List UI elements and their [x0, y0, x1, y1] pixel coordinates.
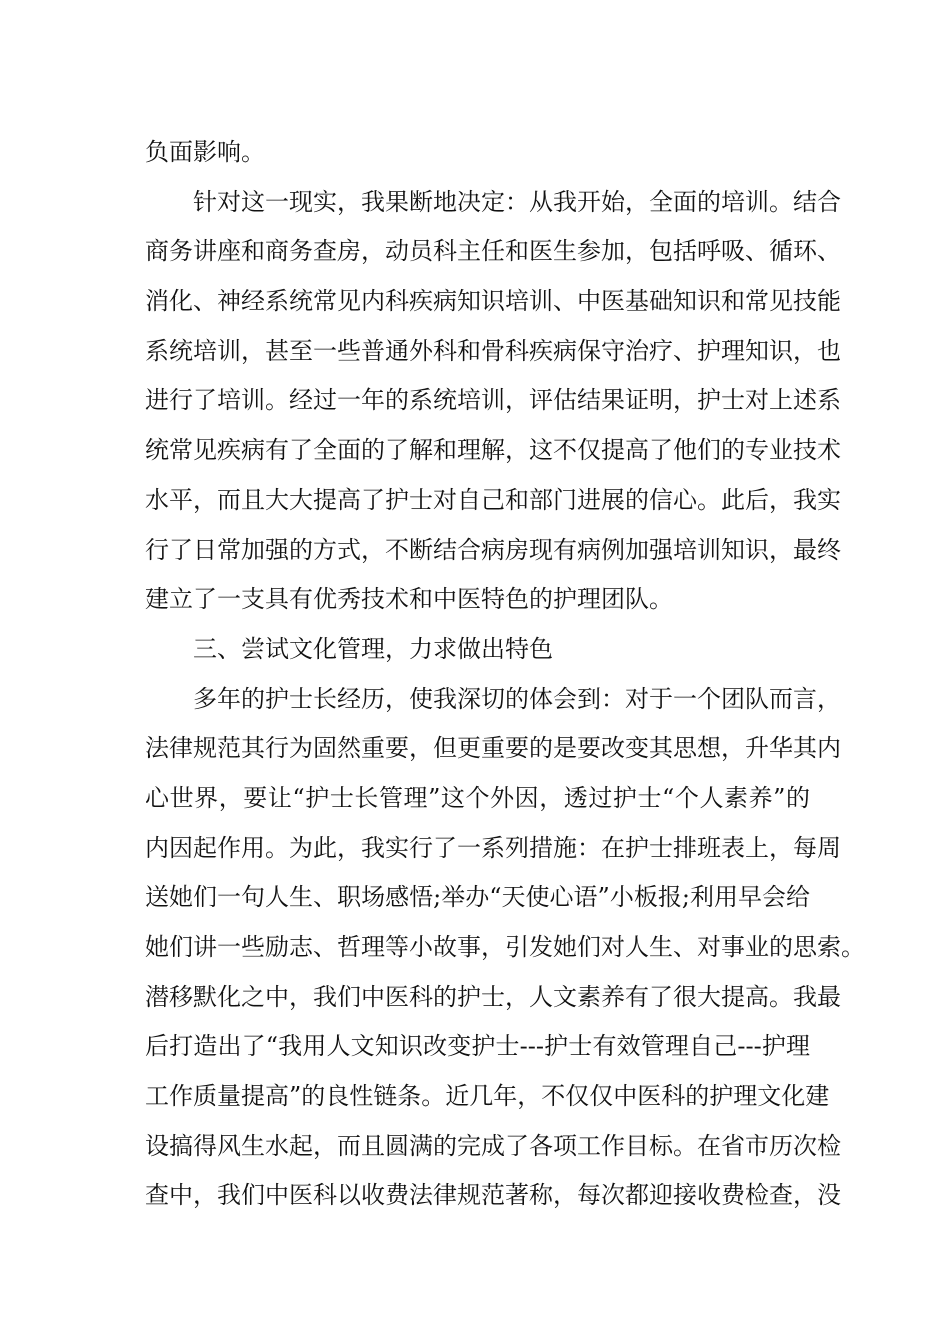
paragraph-line: 行了日常加强的方式，不断结合病房现有病例加强培训知识，最终	[145, 535, 841, 564]
section-heading: 三、尝试文化管理，力求做出特色	[193, 634, 553, 663]
paragraph-line: 商务讲座和商务查房，动员科主任和医生参加，包括呼吸、循环、	[145, 237, 841, 266]
paragraph-line: 心世界，要让“护士长管理”这个外因，透过护士“个人素养”的	[145, 783, 810, 812]
paragraph-line: 负面影响。	[145, 138, 265, 166]
paragraph-line: 建立了一支具有优秀技术和中医特色的护理团队。	[145, 585, 673, 614]
paragraph-line: 针对这一现实，我果断地决定：从我开始，全面的培训。结合	[193, 187, 841, 216]
paragraph-line: 进行了培训。经过一年的系统培训，评估结果证明，护士对上述系	[145, 386, 841, 415]
paragraph-line: 水平，而且大大提高了护士对自己和部门进展的信心。此后，我实	[145, 485, 841, 514]
paragraph-line: 工作质量提高”的良性链条。近几年，不仅仅中医科的护理文化建	[145, 1082, 830, 1111]
paragraph-line: 系统培训，甚至一些普通外科和骨科疾病保守治疗、护理知识，也	[145, 336, 841, 365]
paragraph-line: 法律规范其行为固然重要，但更重要的是要改变其思想，升华其内	[145, 734, 841, 763]
paragraph-line: 后打造出了“我用人文知识改变护士---护士有效管理自己---护理	[145, 1032, 810, 1061]
paragraph-line: 她们讲一些励志、哲理等小故事，引发她们对人生、对事业的思索。	[145, 933, 865, 961]
paragraph-line: 送她们一句人生、职场感悟;举办“天使心语”小板报;利用早会给	[145, 883, 810, 912]
paragraph-line: 设搞得风生水起，而且圆满的完成了各项工作目标。在省市历次检	[145, 1131, 841, 1160]
paragraph-line: 内因起作用。为此，我实行了一系列措施：在护士排班表上，每周	[145, 833, 841, 862]
paragraph-line: 消化、神经系统常见内科疾病知识培训、中医基础知识和常见技能	[145, 287, 841, 316]
body-text	[145, 128, 865, 1221]
paragraph-line: 查中，我们中医科以收费法律规范著称，每次都迎接收费检查，没	[145, 1181, 841, 1210]
paragraph-line: 多年的护士长经历，使我深切的体会到：对于一个团队而言，	[193, 684, 841, 713]
paragraph-line: 潜移默化之中，我们中医科的护士，人文素养有了很大提高。我最	[145, 982, 841, 1011]
paragraph-line: 统常见疾病有了全面的了解和理解，这不仅提高了他们的专业技术	[145, 436, 841, 465]
